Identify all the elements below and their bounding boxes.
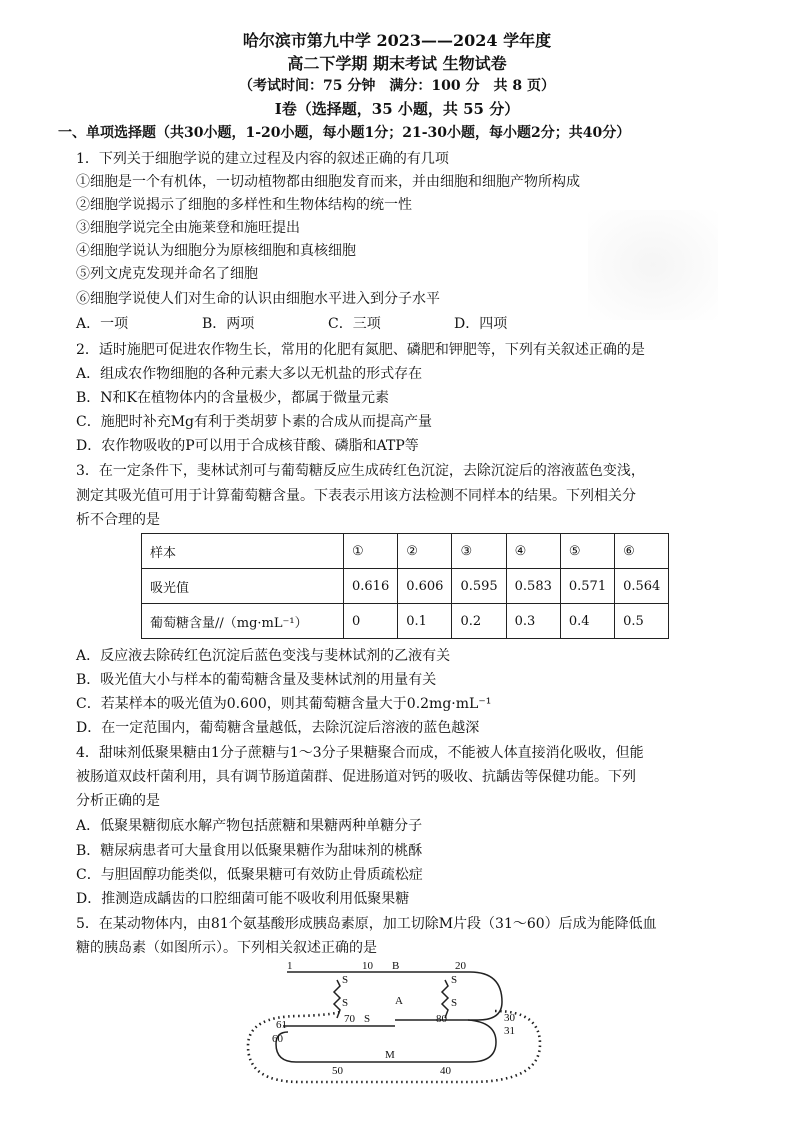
glucose-cell: 0.1	[398, 604, 452, 639]
residue-label: 31	[504, 1025, 515, 1037]
q4-stem-line: 分析正确的是	[76, 793, 160, 809]
q1-stem: 1．下列关于细胞学说的建立过程及内容的叙述正确的有几项	[76, 151, 449, 167]
q1-statement: ①细胞是一个有机体，一切动植物都由细胞发育而来，并由细胞和细胞产物所构成	[76, 174, 580, 190]
q4-option-b[interactable]: B．糖尿病患者可大量食用以低聚果糖作为甜味剂的桃酥	[76, 843, 423, 859]
disulfide-label: S	[364, 1013, 371, 1025]
residue-label: 50	[332, 1065, 343, 1077]
q4-option-a[interactable]: A．低聚果糖彻底水解产物包括蔗糖和果糖两种单糖分子	[76, 818, 423, 834]
q3-option-b[interactable]: B．吸光值大小与样本的葡萄糖含量及斐林试剂的用量有关	[76, 672, 437, 688]
glucose-cell: 0.4	[560, 604, 614, 639]
residue-label: 40	[440, 1065, 451, 1077]
q3-option-d[interactable]: D．在一定范围内，葡萄糖含量越低，去除沉淀后溶液的蓝色越深	[76, 720, 480, 736]
disulfide-bond	[334, 980, 340, 1018]
q1-option-b[interactable]: B．两项	[202, 316, 255, 332]
chain-label: B	[392, 960, 400, 972]
q4-stem-line: 被肠道双歧杆菌利用，具有调节肠道菌群、促进肠道对钙的吸收、抗龋齿等保健功能。下列	[76, 769, 636, 785]
q3-stem-line: 测定其吸光值可用于计算葡萄糖含量。下表表示用该方法检测不同样本的结果。下列相关分	[76, 488, 636, 504]
residue-label: 61	[276, 1019, 287, 1031]
glucose-cell: 0.3	[506, 604, 560, 639]
q1-statement: ④细胞学说认为细胞分为原核细胞和真核细胞	[76, 243, 356, 259]
residue-label: 70	[344, 1013, 355, 1025]
chain-label: A	[395, 995, 403, 1007]
absorbance-cell: 0.583	[506, 569, 560, 604]
q4-option-c[interactable]: C．与胆固醇功能类似，低聚果糖可有效防止骨质疏松症	[76, 867, 423, 883]
sample-cell: ①	[344, 534, 398, 569]
absorbance-cell: 0.595	[452, 569, 506, 604]
sample-cell: ⑤	[560, 534, 614, 569]
sample-cell: ②	[398, 534, 452, 569]
q1-option-c[interactable]: C．三项	[328, 316, 381, 332]
q3-stem-line: 3．在一定条件下，斐林试剂可与葡萄糖反应生成砖红色沉淀，去除沉淀后的溶液蓝色变浅，	[76, 463, 645, 479]
q4-option-d[interactable]: D．推测造成龋齿的口腔细菌可能不吸收利用低聚果糖	[76, 891, 410, 907]
row-label-absorbance: 吸光值	[142, 569, 344, 604]
sample-cell: ⑥	[615, 534, 669, 569]
row-label-sample: 样本	[142, 534, 344, 569]
q3-option-c[interactable]: C．若某样本的吸光值为0.600，则其葡萄糖含量大于0.2mg·mL⁻¹	[76, 696, 492, 712]
exam-title: 高二下学期 期末考试 生物试卷	[287, 54, 507, 73]
residue-label: 1	[287, 960, 293, 972]
disulfide-label: S	[451, 997, 458, 1009]
absorbance-cell: 0.606	[398, 569, 452, 604]
q4-stem-line: 4．甜味剂低聚果糖由1分子蔗糖与1～3分子果糖聚合而成，不能被人体直接消化吸收，但能	[76, 745, 644, 761]
residue-label: 20	[455, 960, 466, 972]
absorbance-cell: 0.616	[344, 569, 398, 604]
segment-label: M	[385, 1049, 395, 1061]
part1-heading: 一、单项选择题（共30小题，1-20小题，每小题1分；21-30小题，每小题2分；共40分）	[58, 125, 631, 141]
q1-statement: ⑥细胞学说使人们对生命的认识由细胞水平进入到分子水平	[76, 291, 440, 307]
q1-option-a[interactable]: A．一项	[76, 316, 129, 332]
residue-label: 60	[272, 1033, 283, 1045]
section-title: I卷（选择题，35 小题，共 55 分）	[274, 100, 520, 118]
q1-statement: ⑤列文虎克发现并命名了细胞	[76, 266, 258, 282]
q5-stem-line: 5．在某动物体内，由81个氨基酸形成胰岛素原，加工切除M片段（31～60）后成为能降低血	[76, 916, 657, 932]
school-title: 哈尔滨市第九中学 2023——2024 学年度	[242, 31, 552, 50]
glucose-cell: 0.2	[452, 604, 506, 639]
q2-stem: 2．适时施肥可促进农作物生长，常用的化肥有氮肥、磷肥和钾肥等，下列有关叙述正确的是	[76, 342, 645, 358]
disulfide-label: S	[342, 997, 349, 1009]
q2-option-b[interactable]: B．N和K在植物体内的含量极少，都属于微量元素	[76, 390, 389, 406]
q1-statement: ③细胞学说完全由施莱登和施旺提出	[76, 220, 300, 236]
glucose-cell: 0	[344, 604, 398, 639]
exam-info: （考试时间：75 分钟 满分：100 分 共 8 页）	[239, 78, 555, 94]
glucose-cell: 0.5	[615, 604, 669, 639]
residue-label: 80	[436, 1013, 447, 1025]
sample-cell: ④	[506, 534, 560, 569]
row-label-glucose: 葡萄糖含量//（mg·mL⁻¹）	[142, 604, 344, 639]
q3-stem-line: 析不合理的是	[76, 512, 160, 528]
q3-option-a[interactable]: A．反应液去除砖红色沉淀后蓝色变浅与斐林试剂的乙液有关	[76, 648, 451, 664]
absorbance-cell: 0.564	[615, 569, 669, 604]
disulfide-label: S	[451, 974, 458, 986]
disulfide-label: S	[342, 974, 349, 986]
sample-cell: ③	[452, 534, 506, 569]
q5-stem-line: 糖的胰岛素（如图所示）。下列相关叙述正确的是	[76, 940, 377, 956]
q2-option-a[interactable]: A．组成农作物细胞的各种元素大多以无机盐的形式存在	[76, 366, 423, 382]
q2-option-c[interactable]: C．施肥时补充Mg有利于类胡萝卜素的合成从而提高产量	[76, 414, 433, 430]
q1-statement: ②细胞学说揭示了细胞的多样性和生物体结构的统一性	[76, 197, 412, 213]
absorbance-cell: 0.571	[560, 569, 614, 604]
residue-label: 30	[504, 1012, 515, 1024]
residue-label: 10	[362, 960, 373, 972]
q2-option-d[interactable]: D．农作物吸收的P可以用于合成核苷酸、磷脂和ATP等	[76, 438, 419, 454]
q1-option-d[interactable]: D．四项	[454, 316, 508, 332]
